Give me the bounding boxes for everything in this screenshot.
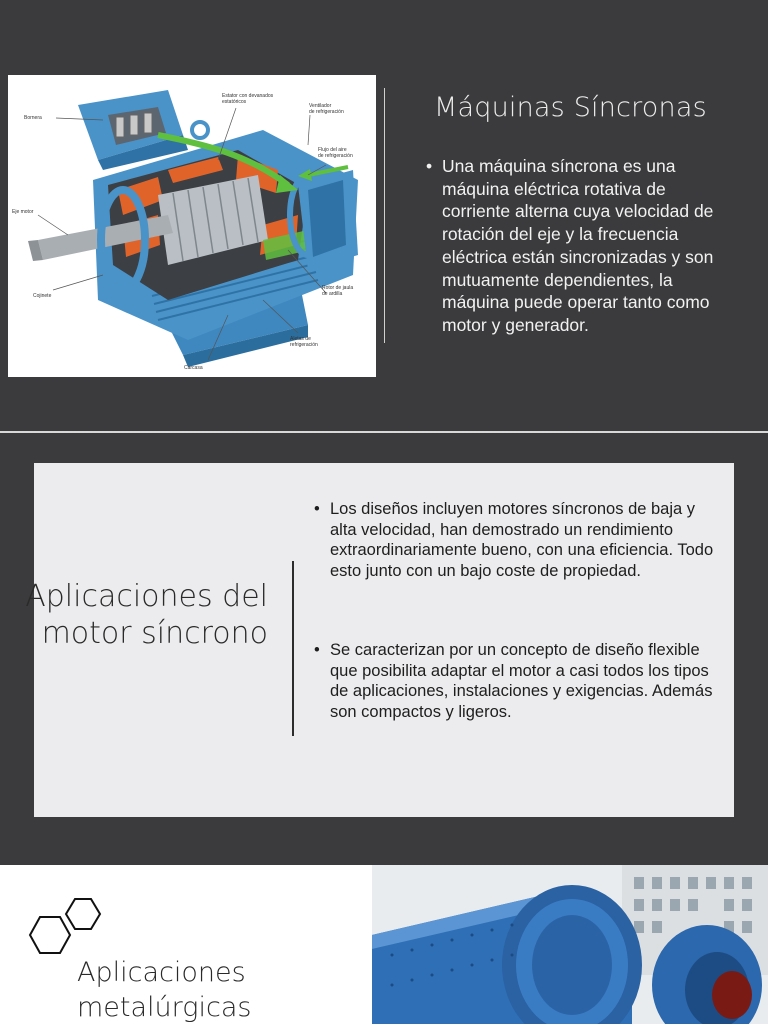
slide-title: Aplicaciones metalúrgicas [77, 957, 252, 1023]
slide-maquinas-sincronas [0, 0, 768, 431]
label-ventilador: Ventilador de refrigeración [309, 103, 344, 115]
motor-cutaway-diagram [8, 75, 376, 377]
label-carcasa: Carcasa [184, 365, 203, 371]
slide-aplicaciones-metalurgicas [0, 865, 768, 1024]
label-cojinete: Cojinete [33, 293, 52, 299]
ball-mill-photo [372, 865, 768, 1024]
label-rotor: Rotor de jaula de ardilla [322, 285, 354, 297]
label-bornera: Bornera [24, 115, 42, 121]
motor-illustration [8, 75, 376, 377]
bullet-item [314, 499, 714, 582]
label-estator: Estator con devanados estatóricos [222, 93, 274, 105]
bullet-marker: • [314, 500, 320, 518]
label-eje-motor: Eje motor [12, 209, 34, 215]
bullet-text: Los diseños incluyen motores síncronos de baja y alta velocidad, han demostrado un rendimiento extraordinariamente bueno, con una eficiencia. Todo esto junto con un bajo coste de propiedad. [330, 500, 714, 581]
slide-title: Máquinas Síncronas [434, 92, 707, 123]
label-flujo-aire: Flujo del aire de refrigeración [318, 147, 353, 159]
bullet-marker: • [426, 156, 433, 176]
label-aletas: Aletas de refrigeración [290, 336, 318, 348]
slide-aplicaciones-motor [0, 433, 768, 865]
bullet-text: Se caracterizan por un concepto de diseño flexible que posibilita adaptar el motor a casi todos los tipos de aplicaciones, instalaciones y exigencias. Además son compactos y ligeros. [330, 641, 713, 722]
hexagon-decoration-icon [28, 895, 108, 960]
bullet-item [426, 155, 731, 337]
divider-line [292, 561, 294, 736]
divider-line [384, 88, 385, 343]
content-card [25, 463, 734, 817]
slide-title: Aplicaciones del motor síncrono [25, 579, 268, 651]
bullet-item [314, 640, 714, 723]
bullet-text: Una máquina síncrona es una máquina eléctrica rotativa de corriente alterna cuya velocidad de rotación del eje y la frecuencia eléctrica están sincronizadas y son mutuamente dependientes, la máquina puede operar tanto como motor y generador. [442, 156, 714, 335]
bullet-marker: • [314, 641, 320, 659]
